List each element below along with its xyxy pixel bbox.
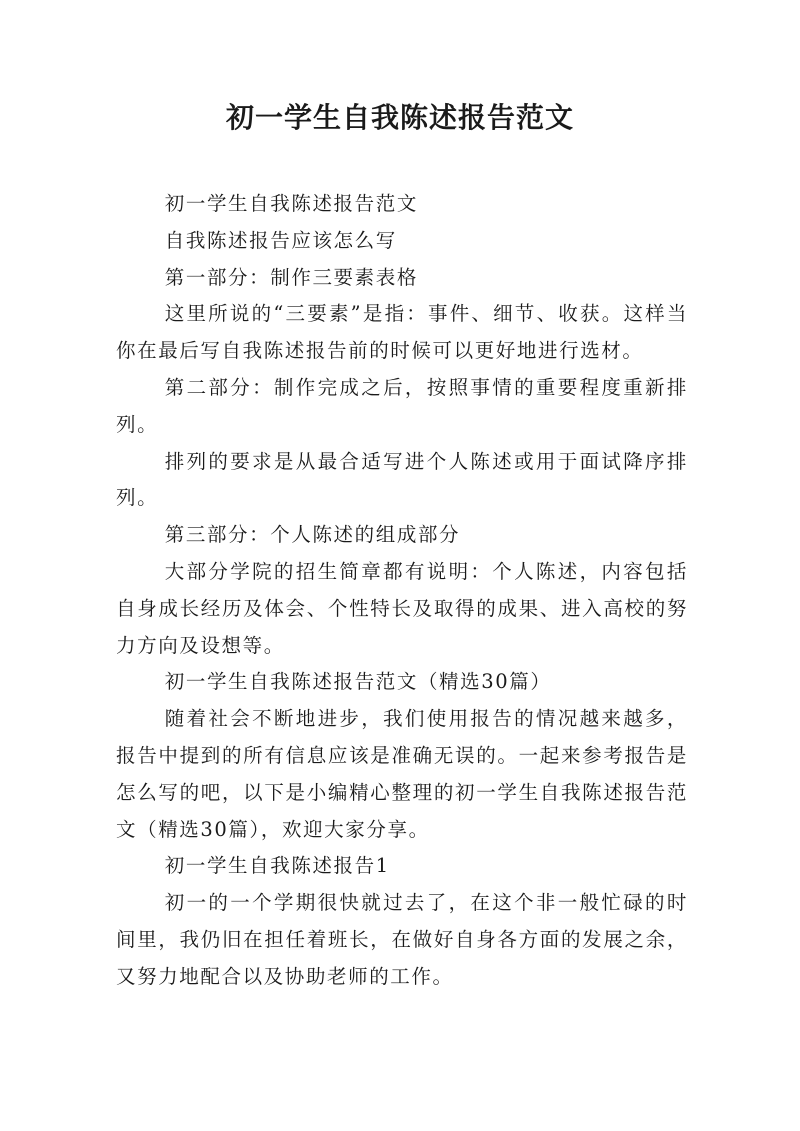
paragraph: 初一的一个学期很快就过去了，在这个非一般忙碌的时间里，我仍旧在担任着班长，在做好自身各方面的发展之余，又努力地配合以及协助老师的工作。 (116, 891, 688, 988)
paragraph: 初一学生自我陈述报告范文（精选30篇） (164, 670, 552, 694)
paragraph: 排列的要求是从最合适写进个人陈述或用于面试降序排列。 (116, 449, 688, 510)
paragraph: 第三部分：个人陈述的组成部分 (164, 523, 461, 547)
document-title: 初一学生自我陈述报告范文 (225, 101, 574, 134)
paragraph: 初一学生自我陈述报告范文 (164, 192, 418, 215)
paragraph: 这里所说的“三要素”是指：事件、细节、收获。这样当你在最后写自我陈述报告前的时候可以更好地进行选材。 (116, 302, 688, 363)
paragraph: 大部分学院的招生简章都有说明：个人陈述，内容包括自身成长经历及体会、个性特长及取得的成果、进入高校的努力方向及设想等。 (116, 559, 688, 657)
paragraph: 初一学生自我陈述报告1 (164, 854, 390, 878)
paragraph: 第二部分：制作完成之后，按照事情的重要程度重新排列。 (116, 375, 688, 436)
paragraph: 自我陈述报告应该怎么写 (164, 228, 397, 252)
paragraph: 随着社会不断地进步，我们使用报告的情况越来越多，报告中提到的所有信息应该是准确无误的。一起来参考报告是怎么写的吧，以下是小编精心整理的初一学生自我陈述报告范文（精选30篇），欢迎大家分享。 (116, 707, 688, 841)
paragraph: 第一部分：制作三要素表格 (164, 265, 418, 289)
document-body (116, 186, 688, 996)
